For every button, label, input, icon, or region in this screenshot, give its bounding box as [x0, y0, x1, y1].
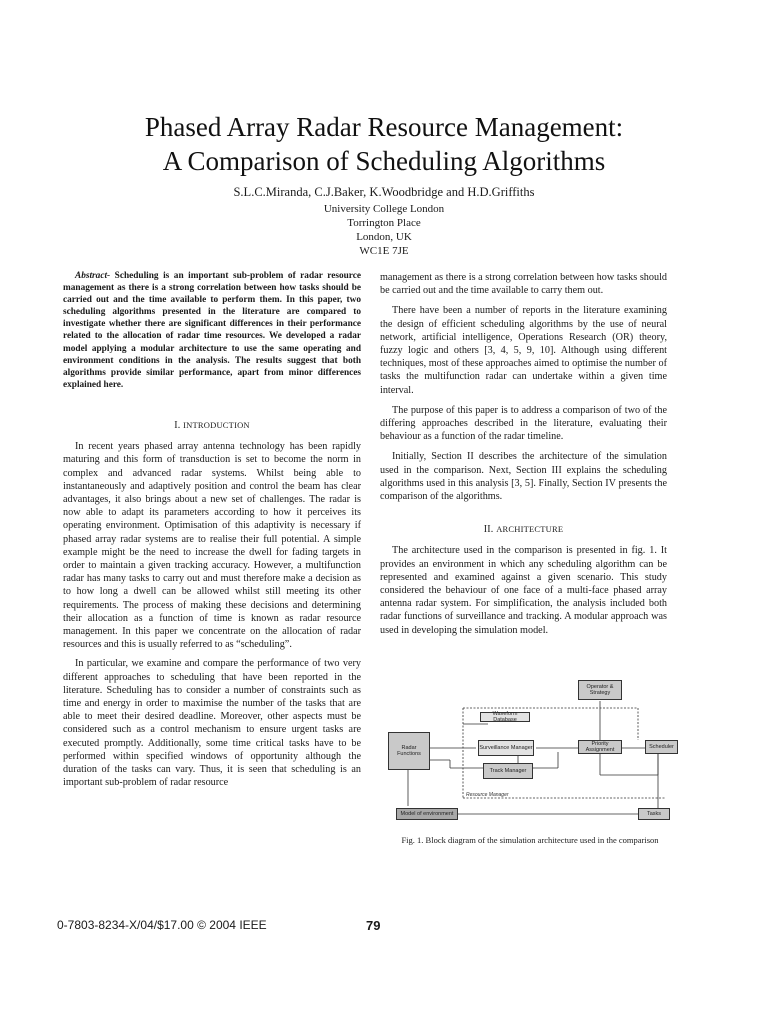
abstract-text: Scheduling is an important sub-problem of radar resource management as there is a strong correlation between how tasks should be carried out and the time available to perform them. In this paper, two scheduling algorithms presented in the literature are compared to investigate whether there are significant differences in their performance related to the allocation of radar time resources. We developed a radar model applying a modular architecture to use the same operating and environment conditions in the analysis. The results suggest that both algorithms provide similar performance, apart from minor differences explained here. — [63, 271, 361, 390]
resource-manager-label: Resource Manager — [466, 792, 509, 798]
operator-strategy-box: Operator & Strategy — [578, 680, 622, 700]
abstract-lead: Abstract- — [75, 271, 111, 281]
right-paragraph-1: There have been a number of reports in the literature examining the design of efficient scheduling algorithms by the use of neural network, artificial intelligence, Operations Research (OR) theory, fuzzy logic and others [3, 4, 5, 9, 10]. Although using different techniques, most of these approaches aimed to optimise the number of tasks the multifunction radar can undertake within a given time interval. — [380, 305, 667, 396]
tasks-box: Tasks — [638, 808, 670, 820]
section-heading-architecture — [380, 523, 667, 536]
waveform-database-box: Waveform Database — [480, 712, 530, 722]
architecture-paragraph-1: The architecture used in the comparison is presented in fig. 1. It provides an environment in which any scheduling algorithm can be represented and examined against a given scenario. This study considered the behaviour of one face of a multi-face phased array antenna radar system. For simplification, the analysis included both radar functions of surveillance and tracking. A modular approach was used in developing the simulation model. — [380, 545, 667, 636]
scheduler-box: Scheduler — [645, 740, 678, 754]
intro-paragraph-1: In recent years phased array antenna technology has been rapidly maturing and this form of transduction is set to become the norm in complex and advanced radar systems. Whilst being able to instantaneously and adaptively position and control the beam has clear advantages, it also brings about a new set of challenges. The radar is now able to adapt its parameters according to how it perceives its operating environment. Optimisation of this adaptivity is necessary if phased array radar systems are to realise their full potential. A simple example might be the need to increase the dwell for fading targets in order to maintain a given tracking accuracy. However, a multifunction radar has many tasks to carry out and must therefore make a decision as to how long a dwell can be allowed whilst still meeting its other requirements. The process of making these decisions and determining their allocation as a function of time is known as radar resource management. In this paper we concentrate on the allocation of radar resources and this is usually referred to as “scheduling”. — [63, 441, 361, 651]
paper-title-line2: A Comparison of Scheduling Algorithms — [162, 146, 606, 176]
page-number: 79 — [366, 918, 381, 933]
authors: S.L.C.Miranda, C.J.Baker, K.Woodbridge and H.D.Griffiths — [233, 185, 535, 199]
section-heading-introduction — [63, 419, 361, 432]
left-column — [63, 270, 361, 789]
figure-caption: Fig. 1. Block diagram of the simulation architecture used in the comparison — [401, 835, 659, 845]
section-number: II. — [483, 524, 494, 536]
track-manager-box: Track Manager — [483, 763, 533, 779]
right-column — [380, 271, 667, 637]
affiliation-line: WC1E 7JE — [359, 245, 409, 257]
right-paragraph-2: The purpose of this paper is to address a comparison of two of the differing approaches described in the literature, evaluating their behaviour as a function of the radar timeline. — [380, 404, 667, 443]
footer-copyright: 0-7803-8234-X/04/$17.00 © 2004 IEEE — [57, 918, 267, 932]
affiliation-line: London, UK — [356, 231, 412, 243]
affiliation-line: University College London — [323, 203, 445, 215]
right-paragraph-3: Initially, Section II describes the architecture of the simulation used in the comparison. Next, Section III explains the scheduling algorithms used in this analysis [3, 5]. Finally, Section IV presents the comparison of the algorithms. — [380, 451, 667, 503]
surveillance-manager-box: Surveillance Manager — [478, 740, 534, 756]
radar-functions-box: Radar Functions — [388, 732, 430, 770]
affiliation-line: Torrington Place — [347, 217, 421, 229]
priority-assignment-box: Priority Assignment — [578, 740, 622, 754]
block-diagram — [388, 680, 678, 820]
paper-title-line1: Phased Array Radar Resource Management: — [144, 112, 624, 142]
section-name: INTRODUCTION — [183, 419, 250, 430]
section-number: I. — [174, 419, 181, 431]
intro-paragraph-2: In particular, we examine and compare the performance of two very different approaches to scheduling that have been reported in the literature. Scheduling has to consider a number of constraints such as time and energy in order to maximise the number of the tasks that are able to meet their desired deadline. Moreover, other aspects must be considered such as a control mechanism to ensure urgent tasks are executed promptly. Additionally, some time critical tasks have to be performed within specified windows of opportunity although the duration of the tasks can vary. Thus, it is seen that scheduling is an important sub-problem of radar resource — [63, 658, 361, 789]
model-of-environment-box: Model of environment — [396, 808, 458, 820]
section-name: ARCHITECTURE — [496, 524, 564, 535]
abstract — [63, 270, 361, 391]
right-paragraph-0: management as there is a strong correlation between how tasks should be carried out and the time available to carry them out. — [380, 272, 667, 297]
